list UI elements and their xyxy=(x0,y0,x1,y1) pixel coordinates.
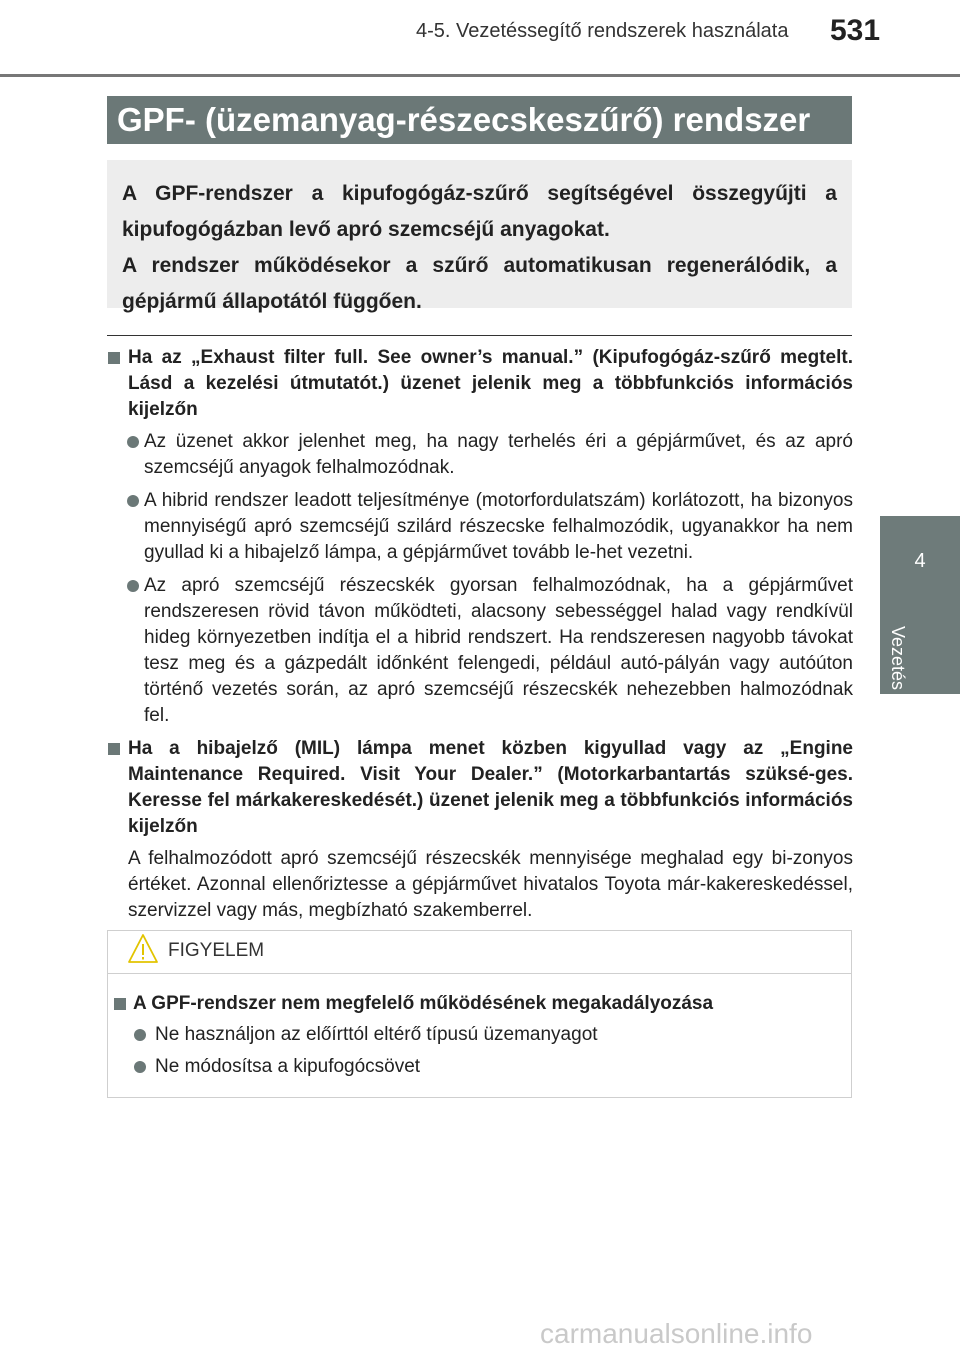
running-header: 4-5. Vezetéssegítő rendszerek használata xyxy=(416,20,789,42)
chapter-tab xyxy=(880,516,960,694)
circle-bullet-icon xyxy=(134,1029,146,1041)
list-item xyxy=(107,488,853,566)
intro-box xyxy=(107,160,852,313)
warning-box xyxy=(107,930,852,1098)
list-item-text: Az apró szemcséjű részecskék gyorsan felhalmozódnak, ha a gépjárművet rendszeresen rövid távon működteti, alacsony sebességgel halad vagy rendkívül hideg környezetben indítja el a hibrid rendszert. Ha rendszeresen nagyobb távokat tesz meg és a gázpedált időnként felengedi, például autó-pályán vagy autóúton történő vezetés során, az apró szemcséjű részecskék nehezebben halmozódnak fel. xyxy=(144,575,853,726)
subheading-exhaust-filter xyxy=(107,345,853,423)
subheading-text: Ha a hibajelző (MIL) lámpa menet közben kigyullad vagy az „Engine Maintenance Required. Visit Your Dealer.” (Motorkarbantartás szüksé-ges. Keresse fel márkakereskedését.) üzenet jelenik meg a többfunkciós információs kijelzőn xyxy=(128,738,853,837)
list-item xyxy=(107,573,853,729)
circle-bullet-icon xyxy=(127,495,139,507)
body-paragraph: A felhalmozódott apró szemcséjű részecskék mennyisége meghalad egy bi-zonyos értéket. Azonnal ellenőriztesse a gépjárművet hivatalos Toyota már-kakereskedéssel, szervizzel vagy más, megbízható szakemberrel. xyxy=(128,848,853,921)
watermark: carmanualsonline.info xyxy=(540,1318,813,1349)
main-content xyxy=(107,345,853,924)
section-divider xyxy=(107,335,852,336)
intro-paragraph-2: A rendszer működésekor a szűrő automatikusan regenerálódik, a gépjármű állapotától függően. xyxy=(122,254,837,313)
square-bullet-icon xyxy=(114,998,126,1010)
warning-subheading xyxy=(108,991,851,1017)
list-item-text: A hibrid rendszer leadott teljesítménye (motorfordulatszám) korlátozott, ha bizonyos mennyiségű apró szemcséjű szilárd részecske felhalmozódik, ugyanakkor ha nem gyullad ki a hibajelző lámpa, a gépjárművet tovább le-het vezetni. xyxy=(144,490,853,563)
square-bullet-icon xyxy=(108,352,120,364)
circle-bullet-icon xyxy=(127,580,139,592)
warning-header xyxy=(108,931,851,974)
warning-subheading-text: A GPF-rendszer nem megfelelő működésének megakadályozása xyxy=(133,993,714,1014)
warning-list-item xyxy=(108,1054,851,1080)
warning-title: FIGYELEM xyxy=(168,940,265,961)
section-title: GPF- (üzemanyag-részecskeszűrő) rendszer xyxy=(107,96,852,144)
list-item xyxy=(107,429,853,481)
warning-list-item xyxy=(108,1022,851,1048)
chapter-label: Vezetés xyxy=(888,626,908,691)
page-number: 531 xyxy=(830,14,881,47)
subheading-text: Ha az „Exhaust filter full. See owner’s manual.” (Kipufogógáz-szűrő megtelt. Lásd a kezelési útmutatót.) üzenet jelenik meg a többfunkciós információs kijelzőn xyxy=(128,347,853,420)
warning-list-item-text: Ne használjon az előírttól eltérő típusú üzemanyagot xyxy=(155,1024,598,1045)
list-item-text: Az üzenet akkor jelenhet meg, ha nagy terhelés éri a gépjárművet, és az apró szemcséjű anyagok felhalmozódnak. xyxy=(144,431,853,478)
header-divider xyxy=(0,74,960,77)
warning-body xyxy=(108,974,851,1080)
circle-bullet-icon xyxy=(134,1061,146,1073)
subheading-mil-lamp xyxy=(107,736,853,840)
warning-triangle-icon xyxy=(127,933,159,970)
circle-bullet-icon xyxy=(127,436,139,448)
chapter-number: 4 xyxy=(914,550,926,572)
intro-paragraph-1: A GPF-rendszer a kipufogógáz-szűrő segítségével összegyűjti a kipufogógázban levő apró szemcséjű anyagokat. xyxy=(122,182,837,241)
warning-list-item-text: Ne módosítsa a kipufogócsövet xyxy=(155,1056,421,1077)
square-bullet-icon xyxy=(108,743,120,755)
